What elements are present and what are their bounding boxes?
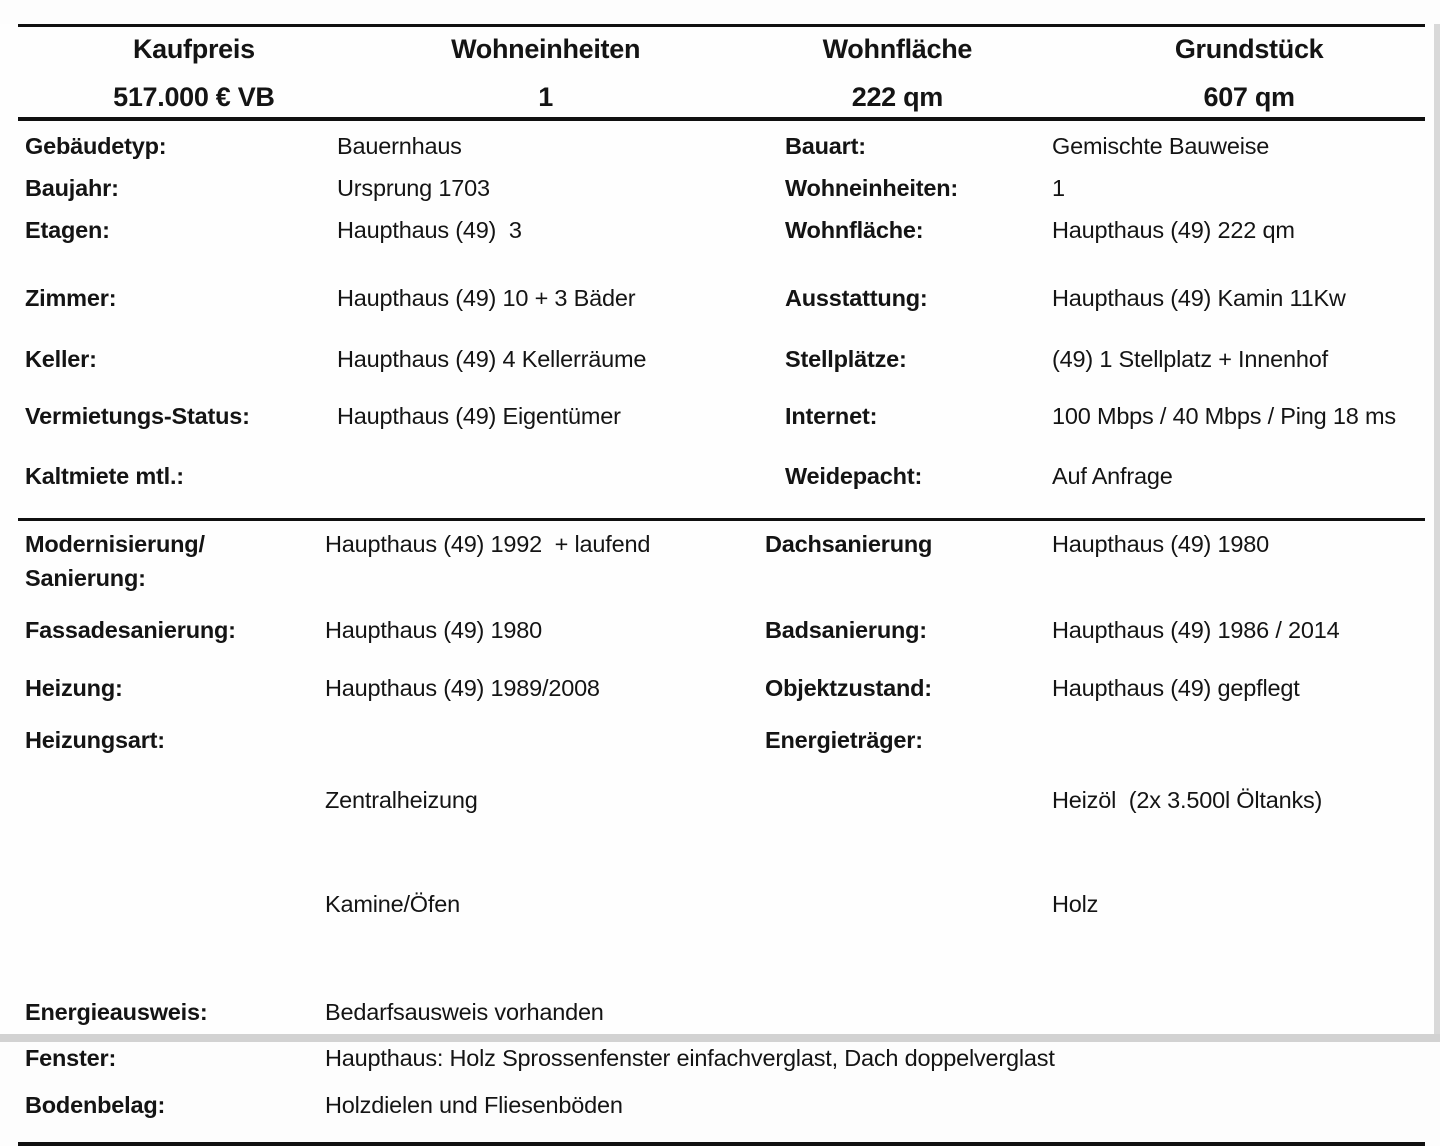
field-label-gebaeudetyp: Gebäudetyp: — [25, 133, 167, 159]
field-value-weidepacht: Auf Anfrage — [1052, 463, 1173, 489]
field-value-bauart: Gemischte Bauweise — [1052, 133, 1270, 159]
field-label-bodenbelag: Bodenbelag: — [25, 1092, 166, 1118]
field-label-ausstattung: Ausstattung: — [785, 285, 928, 311]
field-label-stellplaetze: Stellplätze: — [785, 346, 907, 372]
table-row — [18, 997, 1425, 1027]
field-label-modernisierung — [25, 529, 325, 593]
field-value-gebaeudetyp: Bauernhaus — [337, 133, 462, 159]
summary-value-row — [18, 83, 1425, 111]
field-value-line-1: Zentralheizung — [325, 787, 478, 813]
field-value-heizungsart — [325, 725, 765, 979]
table-row — [18, 131, 1425, 161]
summary-label-wohnflaeche: Wohnfläche — [822, 34, 973, 64]
scan-edge-bottom — [0, 1034, 1440, 1042]
field-label-fenster: Fenster: — [25, 1045, 117, 1071]
table-row — [18, 615, 1425, 645]
field-label-wohnflaeche: Wohnfläche: — [785, 217, 924, 243]
field-label-badsanierung: Badsanierung: — [765, 617, 927, 643]
field-label-zimmer: Zimmer: — [25, 285, 117, 311]
field-label-fassadesanierung: Fassadesanierung: — [25, 617, 236, 643]
field-label-dachsanierung: Dachsanierung — [765, 531, 933, 557]
field-value-dachsanierung: Haupthaus (49) 1980 — [1052, 531, 1269, 557]
table-row — [18, 461, 1425, 491]
summary-header — [18, 27, 1425, 121]
summary-label-grundstueck: Grundstück — [1174, 34, 1324, 64]
field-value-wohnflaeche: Haupthaus (49) 222 qm — [1052, 217, 1295, 243]
field-label-kaltmiete: Kaltmiete mtl.: — [25, 463, 184, 489]
field-value-etagen: Haupthaus (49) 3 — [337, 217, 522, 243]
field-label-internet: Internet: — [785, 403, 878, 429]
table-row — [18, 673, 1425, 703]
section-modernization — [18, 521, 1425, 1146]
field-value-fassadesanierung: Haupthaus (49) 1980 — [325, 617, 542, 643]
field-value-ausstattung: Haupthaus (49) Kamin 11Kw — [1052, 285, 1346, 311]
table-row — [18, 401, 1425, 431]
field-label-bauart: Bauart: — [785, 133, 866, 159]
field-value-stellplaetze: (49) 1 Stellplatz + Innenhof — [1052, 346, 1328, 372]
field-label-energieausweis: Energieausweis: — [25, 999, 208, 1025]
field-label-baujahr: Baujahr: — [25, 175, 119, 201]
field-label-energietraeger: Energieträger: — [765, 727, 923, 753]
field-value-heizung: Haupthaus (49) 1989/2008 — [325, 675, 600, 701]
field-value-line-2: Holz — [1052, 891, 1099, 917]
field-value-baujahr: Ursprung 1703 — [337, 175, 490, 201]
summary-value-wohneinheiten: 1 — [538, 82, 553, 112]
table-row — [18, 215, 1425, 245]
field-label-line-1: Modernisierung/ — [25, 531, 205, 557]
table-row — [18, 344, 1425, 374]
field-value-badsanierung: Haupthaus (49) 1986 / 2014 — [1052, 617, 1340, 643]
table-row — [18, 725, 1425, 979]
field-value-line-1: Heizöl (2x 3.500l Öltanks) — [1052, 787, 1323, 813]
summary-value-kaufpreis: 517.000 € VB — [113, 82, 275, 112]
field-label-weidepacht: Weidepacht: — [785, 463, 923, 489]
field-value-wohneinheiten: 1 — [1052, 175, 1065, 201]
property-datasheet — [0, 24, 1440, 1118]
table-row — [18, 1043, 1425, 1073]
summary-value-wohnflaeche: 222 qm — [851, 82, 943, 112]
field-value-vermietungs-status: Haupthaus (49) Eigentümer — [337, 403, 621, 429]
field-value-internet: 100 Mbps / 40 Mbps / Ping 18 ms — [1052, 403, 1396, 429]
field-value-keller: Haupthaus (49) 4 Kellerräume — [337, 346, 647, 372]
summary-label-wohneinheiten: Wohneinheiten — [451, 34, 641, 64]
field-label-etagen: Etagen: — [25, 217, 110, 243]
scan-edge-right — [1434, 24, 1440, 1042]
section-basic-data — [18, 121, 1425, 521]
field-label-vermietungs-status: Vermietungs-Status: — [25, 403, 250, 429]
summary-label-kaufpreis: Kaufpreis — [132, 34, 255, 64]
field-value-line-2: Kamine/Öfen — [325, 891, 460, 917]
datasheet-table — [18, 24, 1425, 1146]
summary-label-row — [18, 35, 1425, 63]
field-label-heizungsart: Heizungsart: — [25, 727, 165, 753]
summary-value-grundstueck: 607 qm — [1203, 82, 1295, 112]
table-row — [18, 1090, 1425, 1120]
field-value-bodenbelag: Holzdielen und Fliesenböden — [325, 1092, 623, 1118]
field-label-keller: Keller: — [25, 346, 97, 372]
field-value-objektzustand: Haupthaus (49) gepflegt — [1052, 675, 1300, 701]
table-row — [18, 283, 1425, 313]
table-row — [18, 529, 1425, 593]
field-value-modernisierung: Haupthaus (49) 1992 + laufend — [325, 531, 651, 557]
field-label-line-2: Sanierung: — [25, 565, 146, 591]
field-label-heizung: Heizung: — [25, 675, 123, 701]
field-value-energieausweis: Bedarfsausweis vorhanden — [325, 999, 604, 1025]
field-value-energietraeger — [1052, 725, 1425, 979]
field-value-zimmer: Haupthaus (49) 10 + 3 Bäder — [337, 285, 636, 311]
table-row — [18, 173, 1425, 203]
field-value-fenster: Haupthaus: Holz Sprossenfenster einfachverglast, Dach doppelverglast — [325, 1045, 1055, 1071]
field-label-objektzustand: Objektzustand: — [765, 675, 932, 701]
field-label-wohneinheiten: Wohneinheiten: — [785, 175, 959, 201]
